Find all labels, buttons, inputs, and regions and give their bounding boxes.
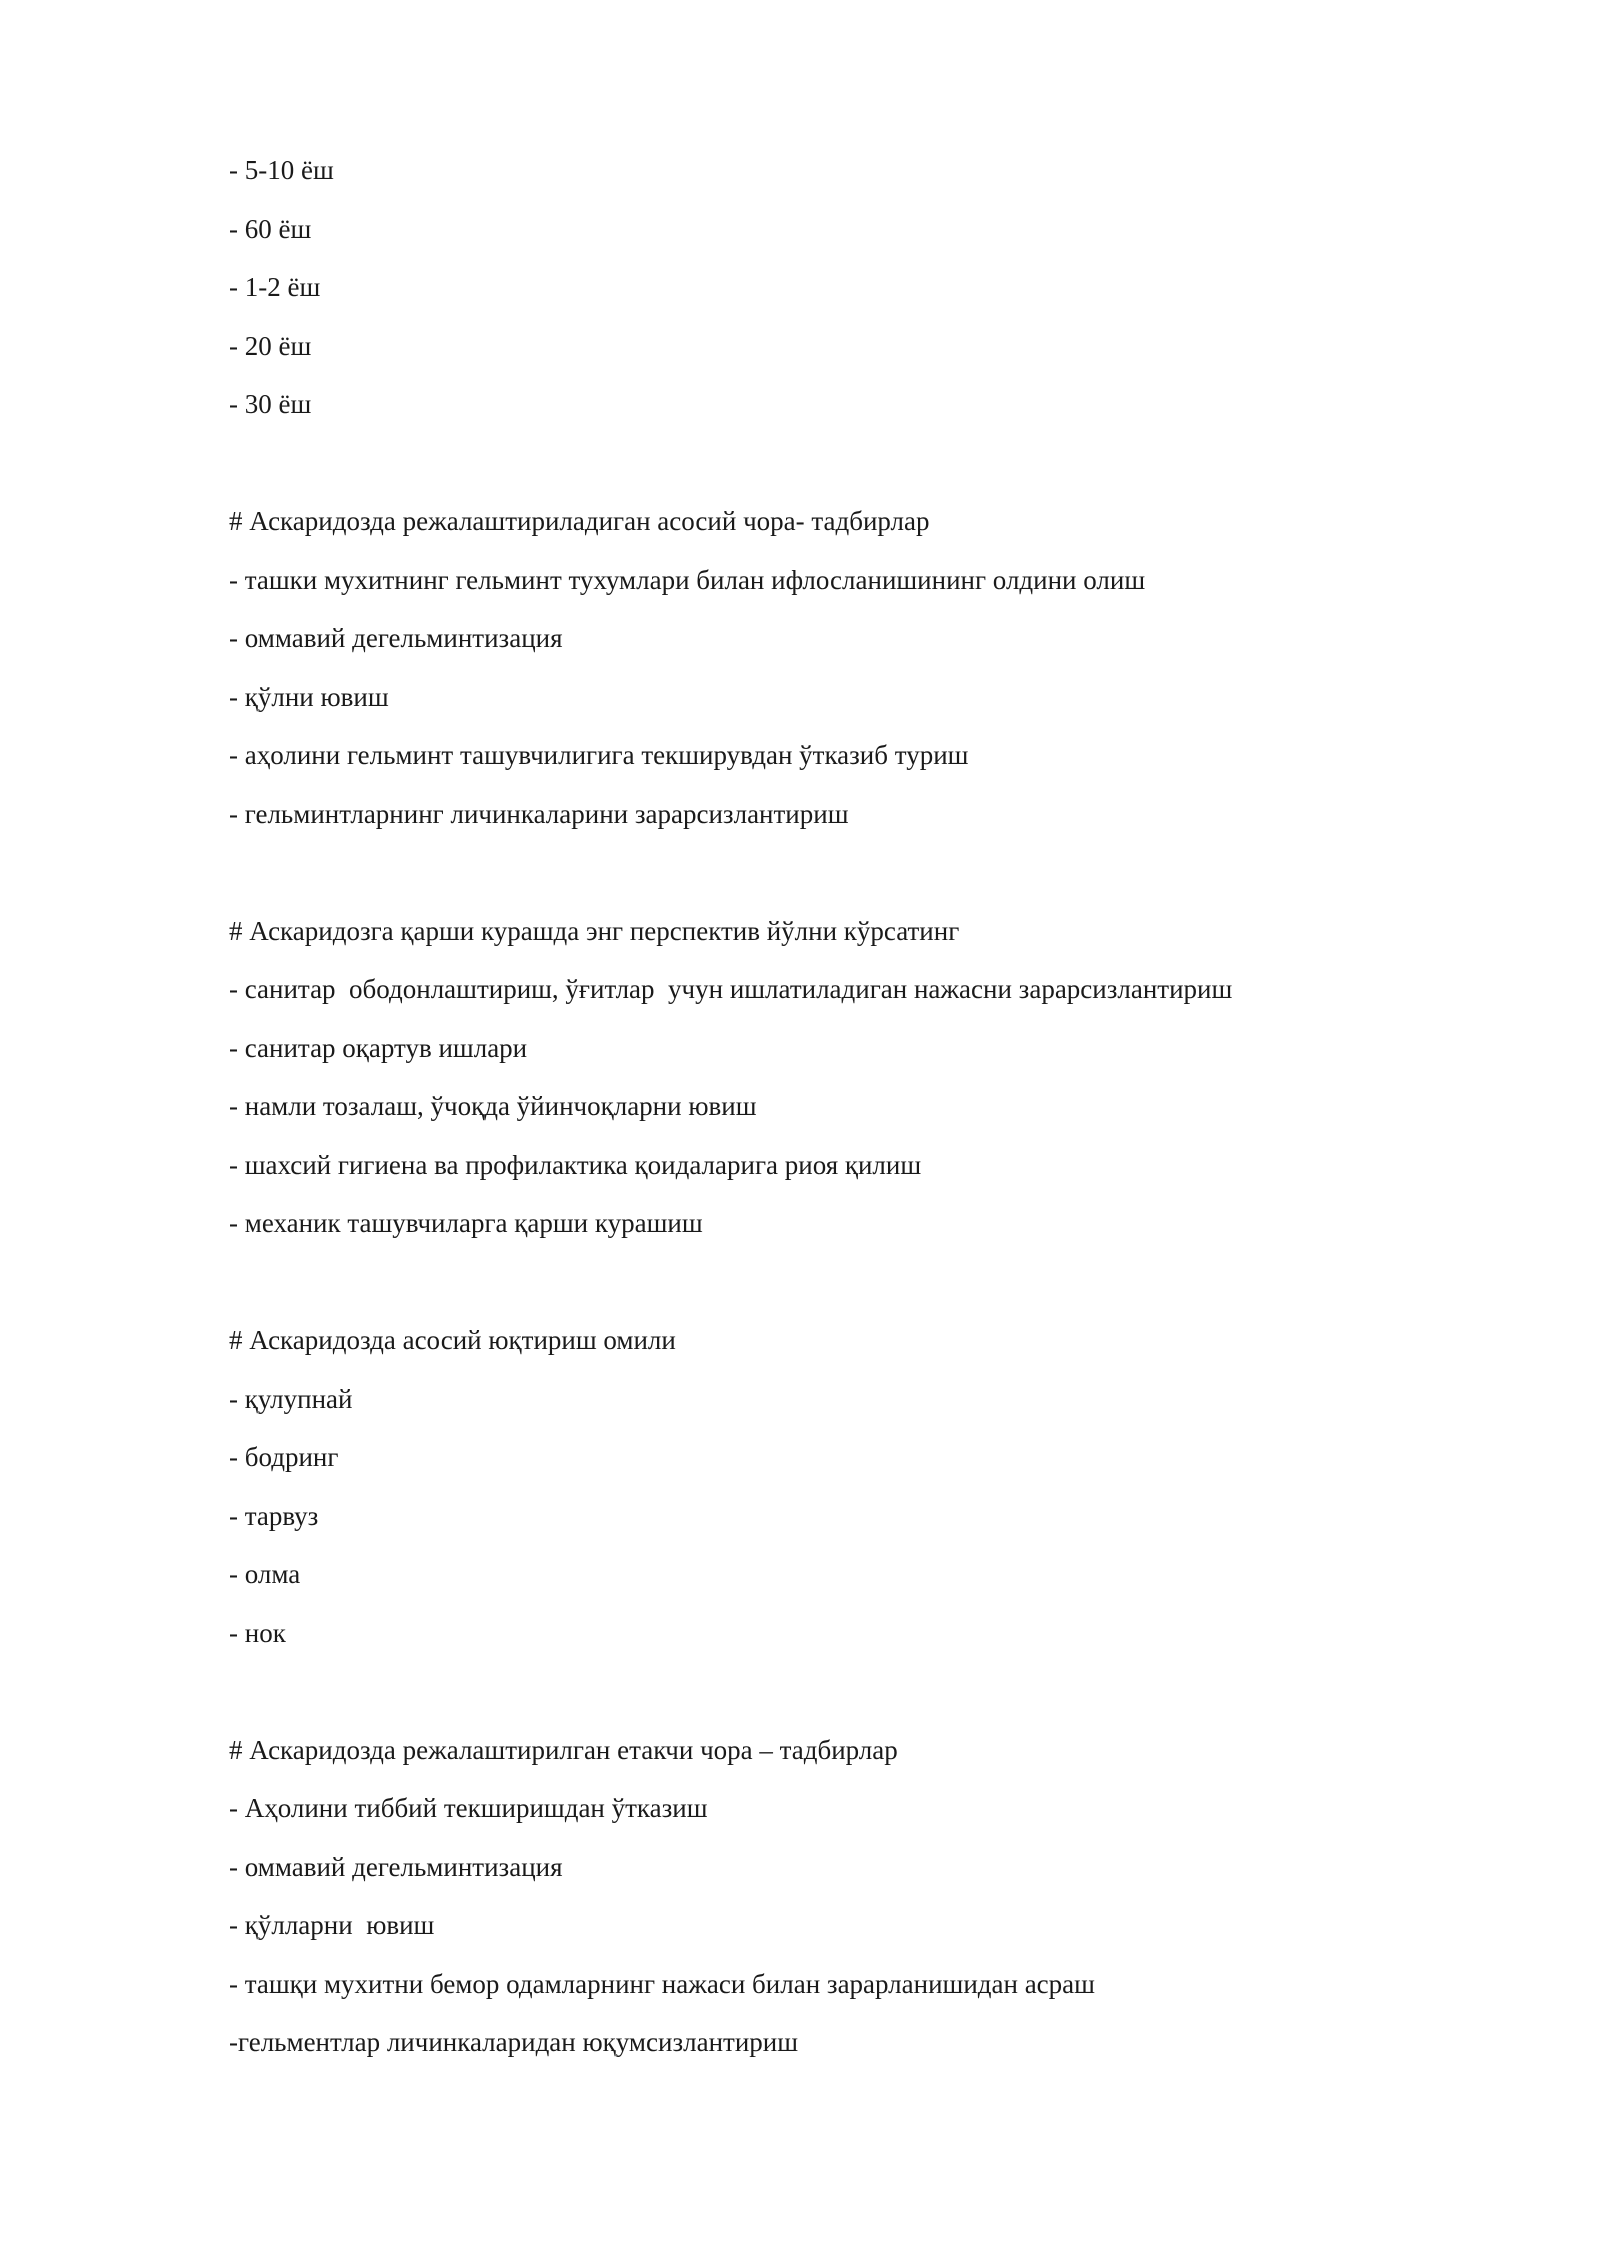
answer-option: - тарвуз (229, 1500, 319, 1531)
question-heading: # Аскаридозда режалаштирилган етакчи чора – тадбирлар (229, 1734, 898, 1765)
answer-option: - қўлни ювиш (229, 681, 389, 712)
blank-line (229, 1669, 1429, 1728)
answer-option: - ташқи мухитни бемор одамларнинг нажаси билан зарарланишидан асраш (229, 1968, 1095, 1999)
answer-option: - 30 ёш (229, 389, 312, 419)
answer-option: - 5-10 ёш (229, 155, 334, 185)
answer-option: - Аҳолини тиббий текширишдан ўтказиш (229, 1793, 708, 1823)
answer-option: - нок (229, 1617, 286, 1648)
answer-option: - 60 ёш (229, 213, 312, 244)
answer-option: - санитар оқартув ишлари (229, 1032, 528, 1063)
document-body (229, 148, 1429, 2079)
answer-option: - қулупнай (229, 1383, 353, 1414)
answer-option: - ташки мухитнинг гельминт тухумлари билан ифлосланишининг олдини олиш (229, 564, 1146, 595)
answer-option: - санитар ободонлаштириш, ўғитлар учун ишлатиладиган нажасни зарарсизлантириш (229, 974, 1233, 1004)
answer-option: - механик ташувчиларга қарши курашиш (229, 1208, 703, 1238)
answer-option: - гельминтларнинг личинкаларини зарарсизлантириш (229, 798, 849, 829)
answer-option: - қўлларни ювиш (229, 1910, 435, 1940)
question-heading: # Аскаридозда асосий юқтириш омили (229, 1325, 676, 1355)
blank-line (229, 1260, 1429, 1319)
answer-option: - 1-2 ёш (229, 272, 321, 302)
answer-option: -гельментлар личинкаларидан юқумсизлантириш (229, 2027, 799, 2057)
answer-option: - оммавий дегельминтизация (229, 623, 563, 653)
answer-option: - 20 ёш (229, 330, 312, 361)
blank-line (229, 850, 1429, 909)
question-heading: # Аскаридозда режалаштириладиган асосий чора- тадбирлар (229, 506, 930, 536)
blank-line (229, 441, 1429, 500)
answer-option: - бодринг (229, 1442, 339, 1472)
question-heading: # Аскаридозга қарши курашда энг перспектив йўлни кўрсатинг (229, 915, 960, 946)
answer-option: - шахсий гигиена ва профилактика қоидаларига риоя қилиш (229, 1149, 922, 1180)
answer-option: - олма (229, 1559, 301, 1589)
answer-option: - аҳолини гельминт ташувчилигига текширувдан ўтказиб туриш (229, 740, 969, 770)
answer-option: - намли тозалаш, ўчоқда ўйинчоқларни ювиш (229, 1091, 757, 1121)
answer-option: - оммавий дегельминтизация (229, 1851, 563, 1882)
